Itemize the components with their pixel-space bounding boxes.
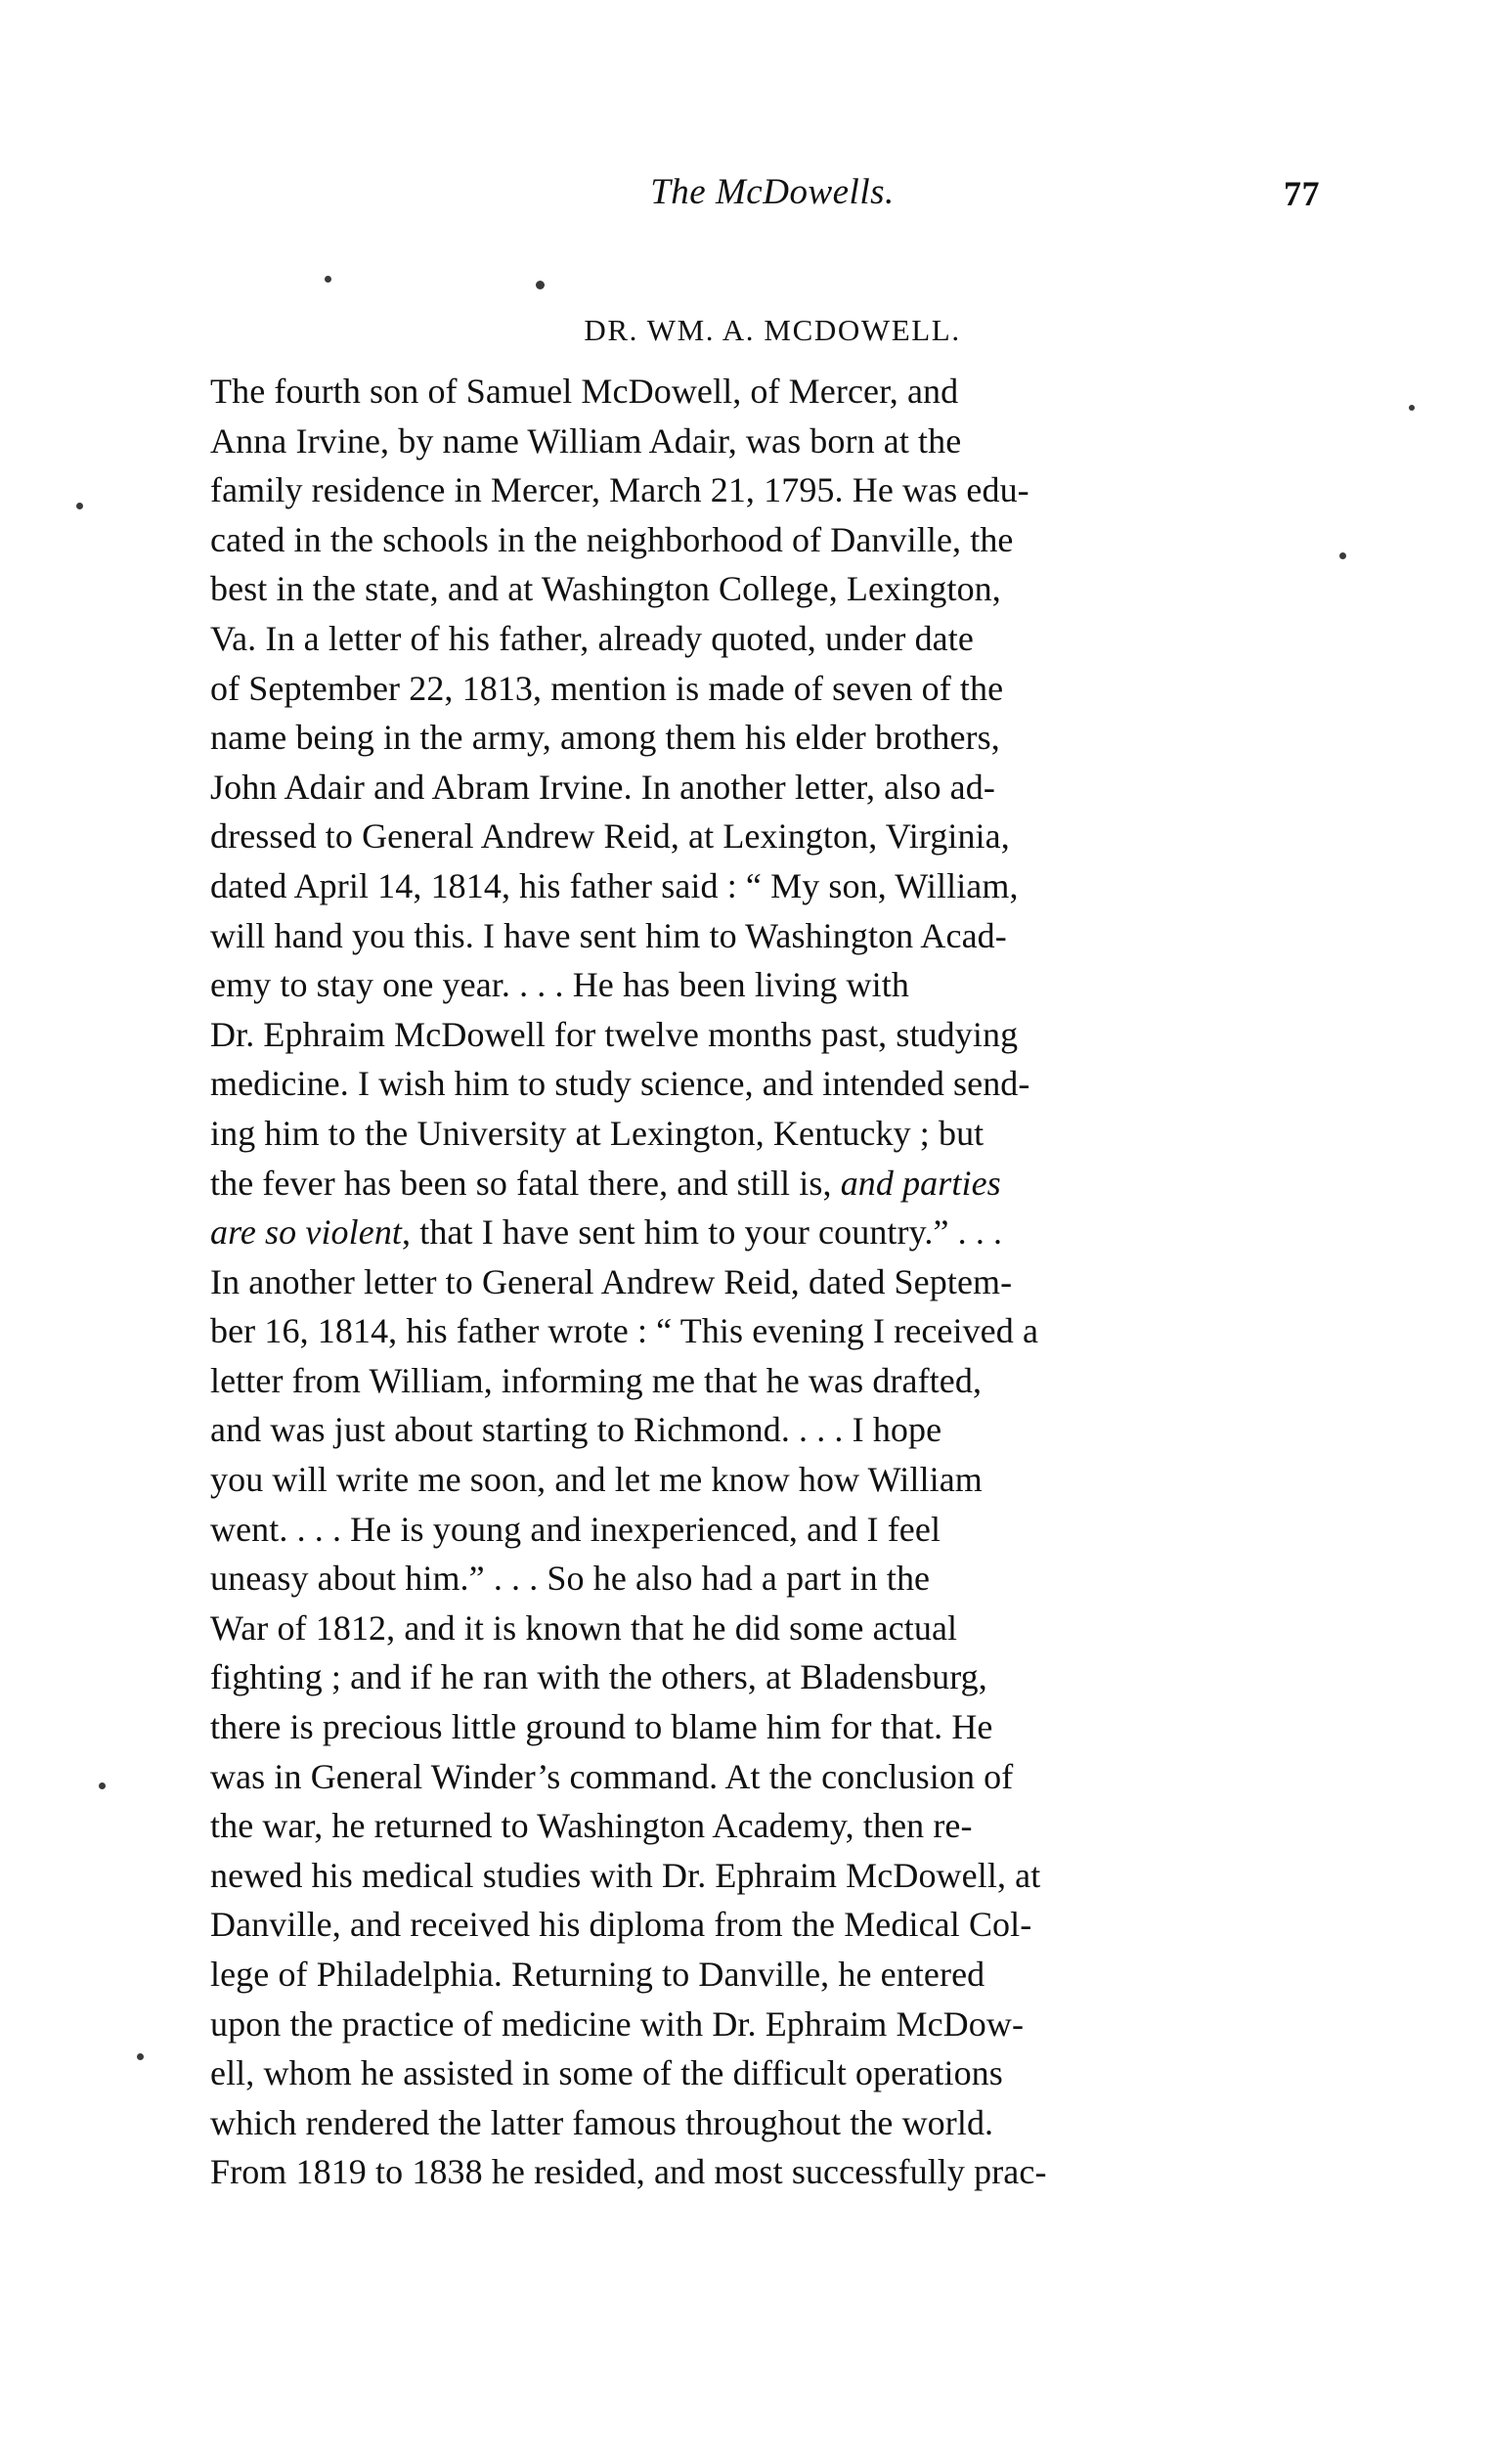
scan-speck <box>1409 405 1415 411</box>
scan-speck <box>99 1782 106 1789</box>
scan-speck <box>536 281 545 289</box>
text-line: ing him to the University at Lexington, Kentucky ; but <box>210 1113 985 1153</box>
text-line: which rendered the latter famous throughout the world. <box>210 2102 994 2142</box>
text-line: you will write me soon, and let me know how William <box>210 1460 983 1500</box>
text-line: letter from William, informing me that he was drafted, <box>210 1360 983 1400</box>
page-header <box>225 171 1320 220</box>
page-number: 77 <box>1284 174 1320 213</box>
scan-speck <box>1339 552 1346 559</box>
text-line: uneasy about him.” . . . So he also had a part in the <box>210 1559 931 1599</box>
text-line: ber 16, 1814, his father wrote : “ This evening I received a <box>210 1311 1039 1351</box>
text-line: Anna Irvine, by name William Adair, was born at the <box>210 420 962 461</box>
scan-speck <box>76 503 83 509</box>
text-line: are so violent, that I have sent him to your country.” . . . <box>210 1212 1003 1253</box>
text-line: medicine. I wish him to study science, and intended send- <box>210 1064 1030 1104</box>
text-line: cated in the schools in the neighborhood of Danville, the <box>210 519 1014 559</box>
text-line: Danville, and received his diploma from the Medical Col- <box>210 1905 1032 1945</box>
text-line: name being in the army, among them his elder brothers, <box>210 718 1000 758</box>
text-line: best in the state, and at Washington College, Lexington, <box>210 569 1001 609</box>
text-line: From 1819 to 1838 he resided, and most successfully prac- <box>210 2152 1047 2192</box>
text-line: of September 22, 1813, mention is made of seven of the <box>210 668 1004 708</box>
text-line: Va. In a letter of his father, already quoted, under date <box>210 618 974 658</box>
text-line: The fourth son of Samuel McDowell, of Mercer, and <box>210 372 959 411</box>
text-line: family residence in Mercer, March 21, 1795. He was edu- <box>210 470 1029 510</box>
text-line: was in General Winder’s command. At the conclusion of <box>210 1756 1014 1796</box>
section-heading: DR. WM. A. MCDOWELL. <box>584 313 961 347</box>
text-line: upon the practice of medicine with Dr. Ephraim McDow- <box>210 2003 1025 2044</box>
text-line: emy to stay one year. . . . He has been living with <box>210 965 909 1005</box>
body-text <box>210 367 1315 2197</box>
text-line: Dr. Ephraim McDowell for twelve months past, studying <box>210 1014 1019 1054</box>
text-line: lege of Philadelphia. Returning to Danville, he entered <box>210 1955 985 1994</box>
text-line: and was just about starting to Richmond. . . . I hope <box>210 1410 942 1450</box>
text-line: the fever has been so fatal there, and still is, and parties <box>210 1163 1001 1203</box>
scan-speck <box>137 2053 144 2060</box>
text-line: fighting ; and if he ran with the others, at Bladensburg, <box>210 1657 987 1697</box>
text-line: In another letter to General Andrew Reid, dated Septem- <box>210 1261 1013 1301</box>
text-line: will hand you this. I have sent him to Washington Acad- <box>210 915 1007 955</box>
text-line: ell, whom he assisted in some of the difficult operations <box>210 2053 1003 2093</box>
text-line: newed his medical studies with Dr. Ephraim McDowell, at <box>210 1855 1041 1895</box>
text-line: there is precious little ground to blame him for that. He <box>210 1707 993 1747</box>
running-title: The McDowells. <box>650 172 895 212</box>
scan-speck <box>325 276 331 283</box>
text-line: War of 1812, and it is known that he did some actual <box>210 1607 958 1648</box>
text-line: dated April 14, 1814, his father said : “ My son, William, <box>210 865 1019 905</box>
text-line: dressed to General Andrew Reid, at Lexington, Virginia, <box>210 816 1010 857</box>
text-line: went. . . . He is young and inexperienced, and I feel <box>210 1509 941 1549</box>
text-line: John Adair and Abram Irvine. In another letter, also ad- <box>210 767 995 807</box>
text-line: the war, he returned to Washington Academy, then re- <box>210 1806 973 1846</box>
